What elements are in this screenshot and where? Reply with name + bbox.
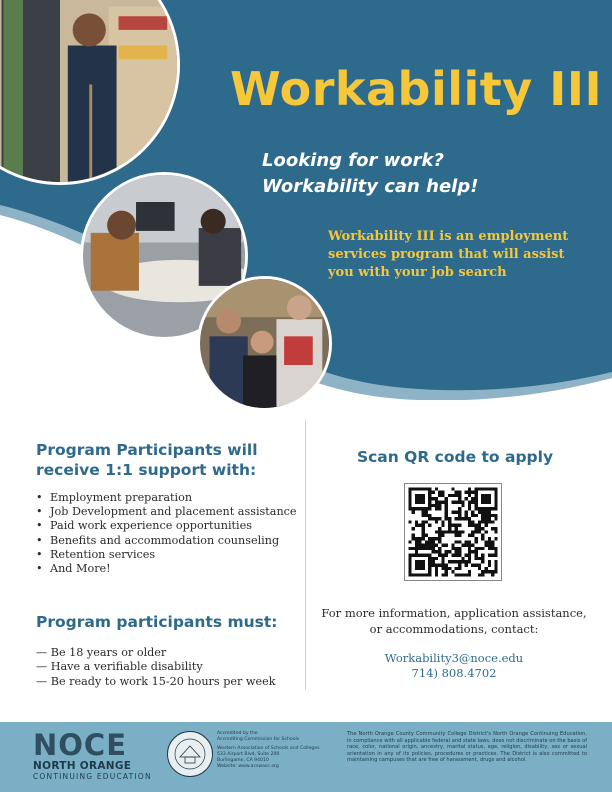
accreditation-line[interactable]: Website: www.acswasc.org	[217, 763, 279, 769]
contact-email-link[interactable]: Workability3@noce.edu	[384, 651, 524, 665]
list-item: • Employment preparation	[36, 491, 301, 505]
list-item: • And More!	[36, 562, 301, 576]
accreditation-line: Accredited by the	[217, 731, 258, 736]
accreditation-line: Accrediting Commission for Schools	[217, 736, 300, 742]
participants-receive-heading: Program Participants will receive 1:1 support with:	[36, 441, 258, 479]
support-list	[36, 491, 301, 576]
noce-logo-line-1: NORTH ORANGE	[33, 760, 132, 772]
list-item: • Job Development and placement assistance	[36, 505, 301, 519]
participants-must-heading: Program participants must:	[36, 613, 278, 631]
column-divider	[305, 420, 306, 690]
noce-logo-letters: NOCE	[33, 728, 128, 762]
tagline-line-1: Looking for work?	[262, 150, 444, 171]
noce-logo	[33, 728, 152, 782]
accreditation-seal-icon	[166, 730, 214, 778]
noce-logo-line-2: CONTINUING EDUCATION	[33, 772, 152, 781]
tagline	[262, 148, 478, 200]
page-title: Workability III	[230, 62, 603, 116]
program-intro: Workability III is an employment services program that will assist you with your job search	[328, 229, 569, 280]
qr-code[interactable]	[404, 483, 502, 581]
accreditation-text	[217, 731, 337, 769]
accreditation-line: Burlingame, CA 94010	[217, 757, 269, 763]
scan-qr-heading: Scan QR code to apply	[356, 448, 554, 466]
list-item: — Have a verifiable disability	[36, 660, 203, 674]
list-item: — Be ready to work 15-20 hours per week	[36, 674, 276, 688]
tagline-line-2: Workability can help!	[262, 176, 479, 197]
contact-info-text: For more information, application assistance, or accommodations, contact:	[321, 606, 587, 636]
list-item: • Paid work experience opportunities	[36, 519, 301, 533]
contact-phone: 714) 808.4702	[411, 666, 497, 680]
list-item: • Retention services	[36, 548, 301, 562]
list-item: • Benefits and accommodation counseling	[36, 534, 301, 548]
list-item: — Be 18 years or older	[36, 646, 167, 659]
accreditation-line: Western Association of Schools and Colleges	[217, 746, 320, 752]
requirements-list	[36, 646, 275, 689]
photo-group	[197, 276, 332, 411]
accreditation-line: 533 Airport Blvd, Suite 200	[217, 752, 280, 758]
nondiscrimination-statement: The North Orange County Community College District's North Orange Continuing Education, in compliance with all applicable federal and state laws, does not discriminate on the basis of race, color, national origin, ancestry, marital status, age, religion, disability, sex or sexual orientation in any of its policies, procedures or practices. The District is also committed to maintaining campuses that are free of harassment, drugs and alcohol.	[347, 731, 587, 764]
